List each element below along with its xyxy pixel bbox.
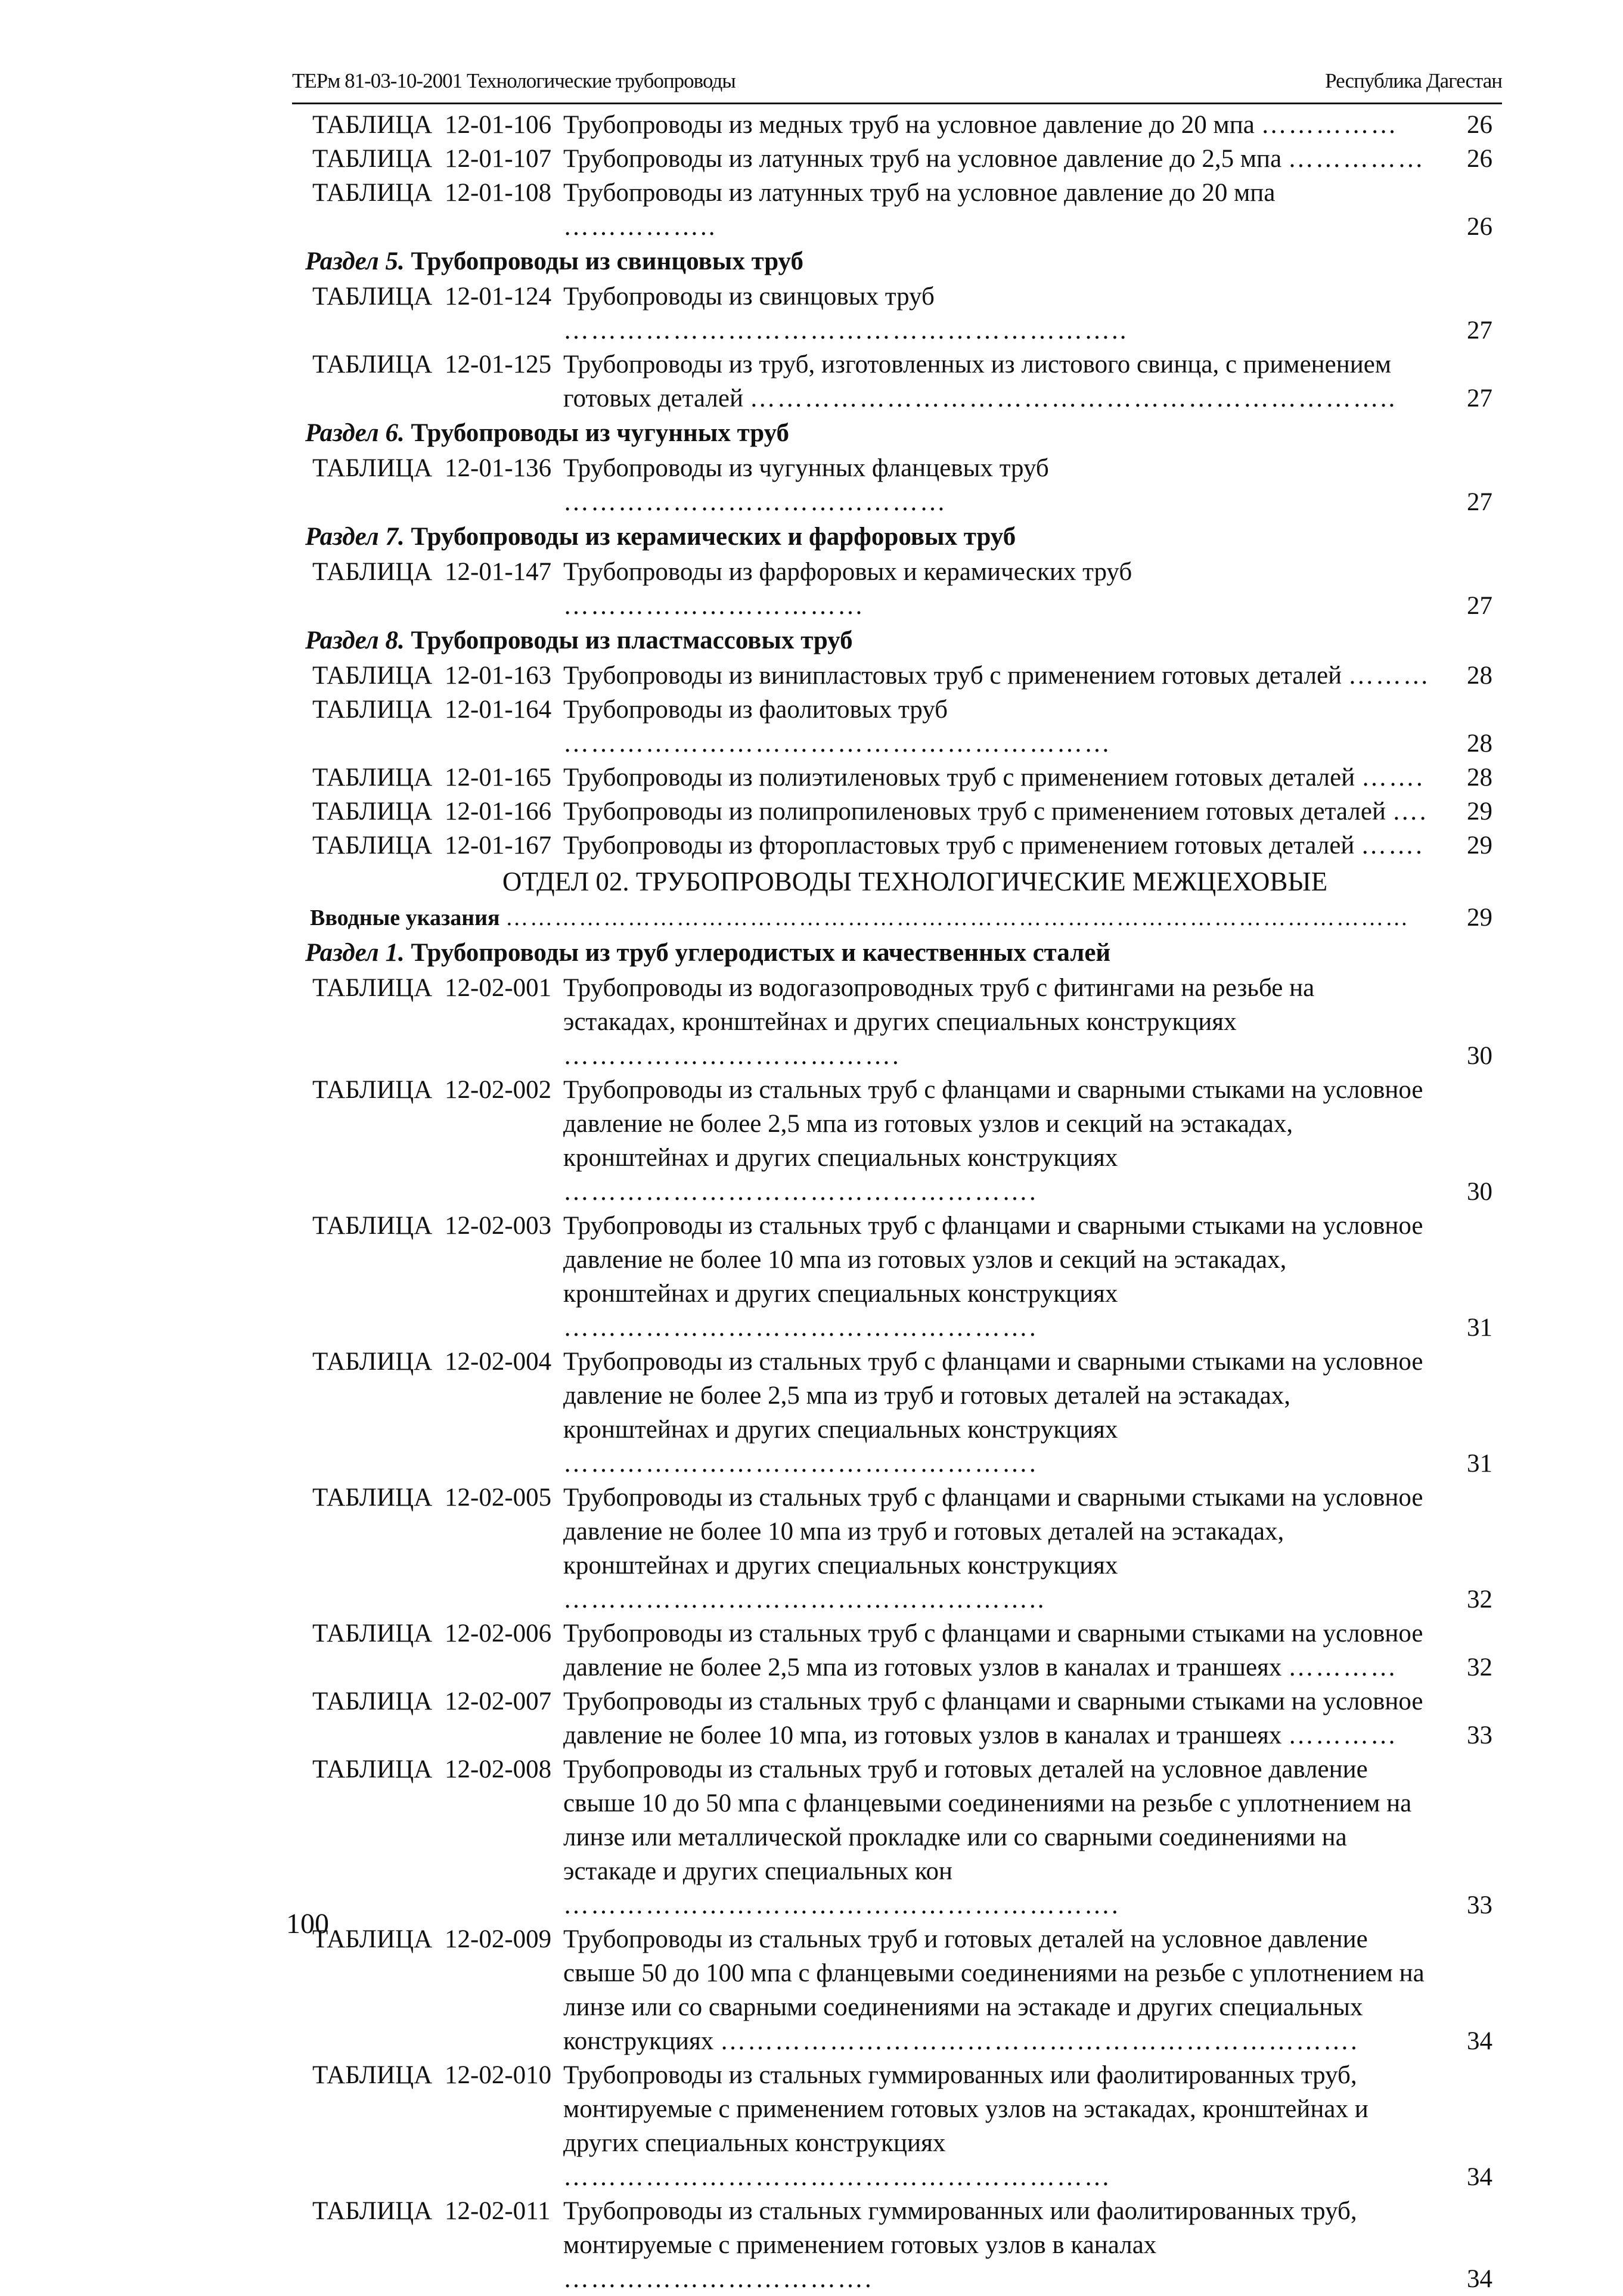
entry-title: Трубопроводы из фторопластовых труб с применением готовых деталей — [563, 831, 1355, 860]
toc-entry — [292, 347, 1502, 415]
entry-label: ТАБЛИЦА — [312, 798, 433, 826]
entry-leader-dots: …………………………………………………….. — [563, 317, 1128, 345]
entry-label: ТАБЛИЦА — [312, 831, 433, 860]
section-label: Раздел 5. — [305, 247, 405, 275]
entry-leader-dots: ………… — [1288, 1721, 1398, 1749]
entry-label: ТАБЛИЦА — [312, 145, 433, 173]
section-title: Трубопроводы из чугунных труб — [411, 419, 790, 447]
entry-title: Трубопроводы из стальных труб и готовых деталей на условное давление свыше 50 до 100 мпа с фланцевыми соединениями на резьбе с уплотнением на линзе или со сварными соединениями на эстакаде и других специальных конструкциях — [563, 1925, 1425, 2055]
entry-code: 12-01-125 — [445, 350, 552, 378]
section-title: Трубопроводы из свинцовых труб — [411, 247, 803, 275]
toc-entry — [292, 1345, 1502, 1481]
section-label: Раздел 6. — [305, 419, 405, 447]
entry-page-number: 34 — [1467, 2027, 1492, 2055]
entry-leader-dots: …………………………… — [563, 592, 865, 620]
toc-entry — [292, 2058, 1502, 2194]
toc-entry — [292, 1684, 1502, 1752]
entry-leader-dots: …………………………………………………………….. — [749, 384, 1397, 412]
entry-leader-dots: ……. — [1361, 764, 1425, 792]
entry-page-number: 32 — [1467, 1586, 1492, 1614]
entry-page-number: 28 — [1467, 730, 1492, 758]
toc-entry — [292, 693, 1502, 761]
section-label: Раздел 1. — [305, 939, 405, 967]
section-heading — [292, 935, 1502, 971]
entry-code: 12-02-009 — [445, 1925, 552, 1953]
entry-code: 12-02-007 — [445, 1687, 552, 1715]
entry-leader-dots: ……. — [1361, 831, 1424, 860]
entry-leader-dots: …………………………………………………… — [563, 730, 1112, 758]
section-heading — [292, 244, 1502, 280]
entry-title: Трубопроводы из латунных труб на условное давление до 20 мпа — [563, 179, 1276, 207]
running-header — [292, 60, 1502, 104]
section-label: Раздел 7. — [305, 523, 405, 551]
entry-code: 12-01-106 — [445, 111, 552, 139]
entry-code: 12-02-004 — [445, 1348, 552, 1376]
entry-title: Трубопроводы из свинцовых труб — [563, 283, 935, 311]
entry-code: 12-01-136 — [445, 454, 552, 482]
entry-label: ТАБЛИЦА — [312, 662, 433, 690]
section-heading — [292, 415, 1502, 451]
entry-code: 12-02-011 — [445, 2197, 551, 2225]
entry-leader-dots: …………….. — [563, 213, 717, 241]
entry-label: ТАБЛИЦА — [312, 350, 433, 378]
entry-leader-dots: ……………………………. — [563, 2265, 873, 2293]
entry-page-number: 27 — [1467, 317, 1492, 345]
entry-title: Трубопроводы из стальных труб с фланцами и сварными стыками на условное давление не более 2,5 мпа из труб и готовых деталей на эстакадах, кронштейнах и других специальных конструкциях — [563, 1348, 1423, 1444]
entry-page-number: 29 — [1467, 904, 1492, 932]
toc-entry — [292, 1616, 1502, 1684]
entry-code: 12-02-002 — [445, 1076, 552, 1104]
toc-entry — [292, 761, 1502, 795]
entry-title: Трубопроводы из чугунных фланцевых труб — [563, 454, 1049, 482]
header-document-title: ТЕРм 81-03-10-2001 Технологические трубопроводы — [292, 69, 736, 92]
section-title: Трубопроводы из керамических и фарфоровых труб — [411, 523, 1016, 551]
entry-leader-dots: ………………………………. — [563, 1042, 901, 1070]
entry-page-number: 34 — [1467, 2265, 1492, 2293]
entry-label: ТАБЛИЦА — [312, 2061, 433, 2089]
department-heading: ОТДЕЛ 02. ТРУБОПРОВОДЫ ТЕХНОЛОГИЧЕСКИЕ МЕЖЦЕХОВЫЕ — [502, 867, 1328, 896]
entry-code: 12-02-010 — [445, 2061, 552, 2089]
entry-code: 12-01-124 — [445, 283, 552, 311]
toc-entry — [292, 176, 1502, 244]
toc-entry — [292, 1752, 1502, 1922]
toc-entry — [292, 2194, 1502, 2296]
toc-entry — [292, 1073, 1502, 1209]
entry-page-number: 26 — [1467, 213, 1492, 241]
entry-label: ТАБЛИЦА — [312, 1212, 433, 1240]
toc-entry — [292, 108, 1502, 142]
entry-label: ТАБЛИЦА — [312, 558, 433, 586]
entry-page-number: 28 — [1467, 764, 1492, 792]
toc-entry — [292, 795, 1502, 829]
entry-title: Трубопроводы из медных труб на условное давление до 20 мпа — [563, 111, 1255, 139]
entry-label: ТАБЛИЦА — [312, 764, 433, 792]
entry-code: 12-01-147 — [445, 558, 552, 586]
entry-code: 12-01-166 — [445, 798, 552, 826]
entry-leader-dots: …………………………………… — [563, 488, 947, 516]
toc-entry — [292, 555, 1502, 623]
entry-code: 12-01-107 — [445, 145, 552, 173]
entry-label: ТАБЛИЦА — [312, 283, 433, 311]
entry-leader-dots: ………… — [1288, 1653, 1398, 1681]
entry-label: ТАБЛИЦА — [312, 454, 433, 482]
entry-code: 12-01-108 — [445, 179, 552, 207]
entry-leader-dots: ……………………………………………. — [563, 1178, 1038, 1206]
entry-title: Трубопроводы из водогазопроводных труб с фитингами на резьбе на эстакадах, кронштейнах и других специальных конструкциях — [563, 974, 1315, 1036]
entry-title: Трубопроводы из полипропиленовых труб с применением готовых деталей — [563, 798, 1386, 826]
entry-label: ТАБЛИЦА — [312, 2197, 433, 2225]
entry-leader-dots: ……………………………………………………………. — [720, 2027, 1359, 2055]
entry-code: 12-01-165 — [445, 764, 552, 792]
section-title: Трубопроводы из труб углеродистых и качественных сталей — [411, 939, 1111, 967]
entry-code: 12-01-163 — [445, 662, 552, 690]
entry-page-number: 27 — [1467, 488, 1492, 516]
entry-page-number: 29 — [1467, 798, 1492, 826]
header-region: Республика Дагестан — [1325, 69, 1502, 92]
entry-page-number: 31 — [1467, 1450, 1492, 1478]
entry-page-number: 34 — [1467, 2163, 1492, 2191]
entry-page-number: 33 — [1467, 1721, 1492, 1749]
entry-label: ТАБЛИЦА — [312, 1755, 433, 1783]
entry-leader-dots: …………………………………………….. — [563, 1586, 1046, 1614]
entry-label: ТАБЛИЦА — [312, 1687, 433, 1715]
entry-title: Трубопроводы из труб, изготовленных из листового свинца, с применением готовых деталей — [563, 350, 1392, 412]
toc-entry — [292, 451, 1502, 519]
entry-title: Трубопроводы из стальных труб с фланцами и сварными стыками на условное давление не более 10 мпа из труб и готовых деталей на эстакадах, кронштейнах и других специальных конструкциях — [563, 1484, 1423, 1580]
entry-page-number: 27 — [1467, 384, 1492, 412]
section-label: Раздел 8. — [305, 626, 405, 654]
entry-leader-dots: …………… — [1287, 145, 1425, 173]
entry-leader-dots: …. — [1392, 798, 1428, 826]
toc-entry — [292, 659, 1502, 693]
entry-page-number: 26 — [1467, 145, 1492, 173]
entry-code: 12-02-005 — [445, 1484, 552, 1512]
entry-page-number: 30 — [1467, 1042, 1492, 1070]
entry-label: ТАБЛИЦА — [312, 1925, 433, 1953]
entry-label: ТАБЛИЦА — [312, 1076, 433, 1104]
toc-entry — [292, 829, 1502, 862]
entry-page-number: 32 — [1467, 1653, 1492, 1681]
entry-label: ТАБЛИЦА — [312, 1619, 433, 1647]
entry-title: Трубопроводы из стальных гуммированных или фаолитированных труб, монтируемые с применением готовых узлов в каналах — [563, 2197, 1357, 2259]
toc-entry — [292, 1481, 1502, 1616]
entry-title: Трубопроводы из стальных труб с фланцами и сварными стыками на условное давление не более 2,5 мпа из готовых узлов в каналах и траншеях — [563, 1619, 1423, 1681]
intro-entry — [292, 901, 1502, 935]
entry-title: Трубопроводы из винипластовых труб с применением готовых деталей — [563, 662, 1342, 690]
entry-page-number: 31 — [1467, 1314, 1492, 1342]
table-of-contents — [292, 108, 1502, 2296]
entry-code: 12-02-001 — [445, 974, 552, 1002]
toc-entry — [292, 1922, 1502, 2058]
entry-page-number: 28 — [1467, 662, 1492, 690]
entry-code: 12-02-008 — [445, 1755, 552, 1783]
entry-leader-dots: …………………………………………………… — [563, 2163, 1112, 2191]
entry-label: ТАБЛИЦА — [312, 1348, 433, 1376]
entry-leader-dots: ……………………………………………. — [563, 1314, 1038, 1342]
section-heading — [292, 519, 1502, 555]
toc-entry — [292, 1209, 1502, 1345]
entry-code: 12-01-167 — [445, 831, 552, 860]
document-page — [292, 60, 1502, 2296]
entry-leader-dots: …………… — [1261, 111, 1398, 139]
entry-title: Трубопроводы из фарфоровых и керамических труб — [563, 558, 1132, 586]
entry-title: Трубопроводы из стальных гуммированных или фаолитированных труб, монтируемые с применением готовых узлов на эстакадах, кронштейнах и других специальных конструкциях — [563, 2061, 1368, 2157]
toc-entry — [292, 142, 1502, 176]
entry-leader-dots: ……………………………………………………. — [563, 1891, 1120, 1919]
entry-page-number: 27 — [1467, 592, 1492, 620]
entry-code: 12-01-164 — [445, 696, 552, 724]
intro-title: Вводные указания — [310, 905, 500, 930]
entry-label: ТАБЛИЦА — [312, 696, 433, 724]
section-title: Трубопроводы из пластмассовых труб — [411, 626, 853, 654]
entry-page-number: 26 — [1467, 111, 1492, 139]
toc-entry — [292, 280, 1502, 347]
entry-title: Трубопроводы из латунных труб на условное давление до 2,5 мпа — [563, 145, 1282, 173]
entry-code: 12-02-003 — [445, 1212, 552, 1240]
entry-title: Трубопроводы из стальных труб с фланцами и сварными стыками на условное давление не более 2,5 мпа из готовых узлов и секций на эстакадах, кронштейнах и других специальных конструкциях — [563, 1076, 1423, 1172]
entry-leader-dots: ……… — [1348, 662, 1430, 690]
section-heading — [292, 623, 1502, 659]
entry-label: ТАБЛИЦА — [312, 974, 433, 1002]
entry-title: Трубопроводы из фаолитовых труб — [563, 696, 948, 724]
entry-leader-dots: ………………………………………………………………………………………………… — [505, 905, 1410, 930]
entry-page-number: 33 — [1467, 1891, 1492, 1919]
entry-label: ТАБЛИЦА — [312, 179, 433, 207]
entry-title: Трубопроводы из стальных труб и готовых деталей на условное давление свыше 10 до 50 мпа с фланцевыми соединениями на резьбе с уплотнением на линзе или металлической прокладке или со сварными соединениями на эстакаде и других специальных кон — [563, 1755, 1412, 1885]
page-number: 100 — [286, 1908, 329, 1940]
entry-code: 12-02-006 — [445, 1619, 552, 1647]
entry-title: Трубопроводы из стальных труб с фланцами и сварными стыками на условное давление не более 10 мпа из готовых узлов и секций на эстакадах, кронштейнах и других специальных конструкциях — [563, 1212, 1423, 1308]
entry-page-number: 30 — [1467, 1178, 1492, 1206]
entry-page-number: 29 — [1467, 831, 1492, 860]
entry-leader-dots: ……………………………………………. — [563, 1450, 1038, 1478]
entry-title: Трубопроводы из полиэтиленовых труб с применением готовых деталей — [563, 764, 1355, 792]
entry-label: ТАБЛИЦА — [312, 1484, 433, 1512]
entry-title: Трубопроводы из стальных труб с фланцами и сварными стыками на условное давление не более 10 мпа, из готовых узлов в каналах и траншеях — [563, 1687, 1423, 1749]
entry-label: ТАБЛИЦА — [312, 111, 433, 139]
toc-entry — [292, 971, 1502, 1073]
